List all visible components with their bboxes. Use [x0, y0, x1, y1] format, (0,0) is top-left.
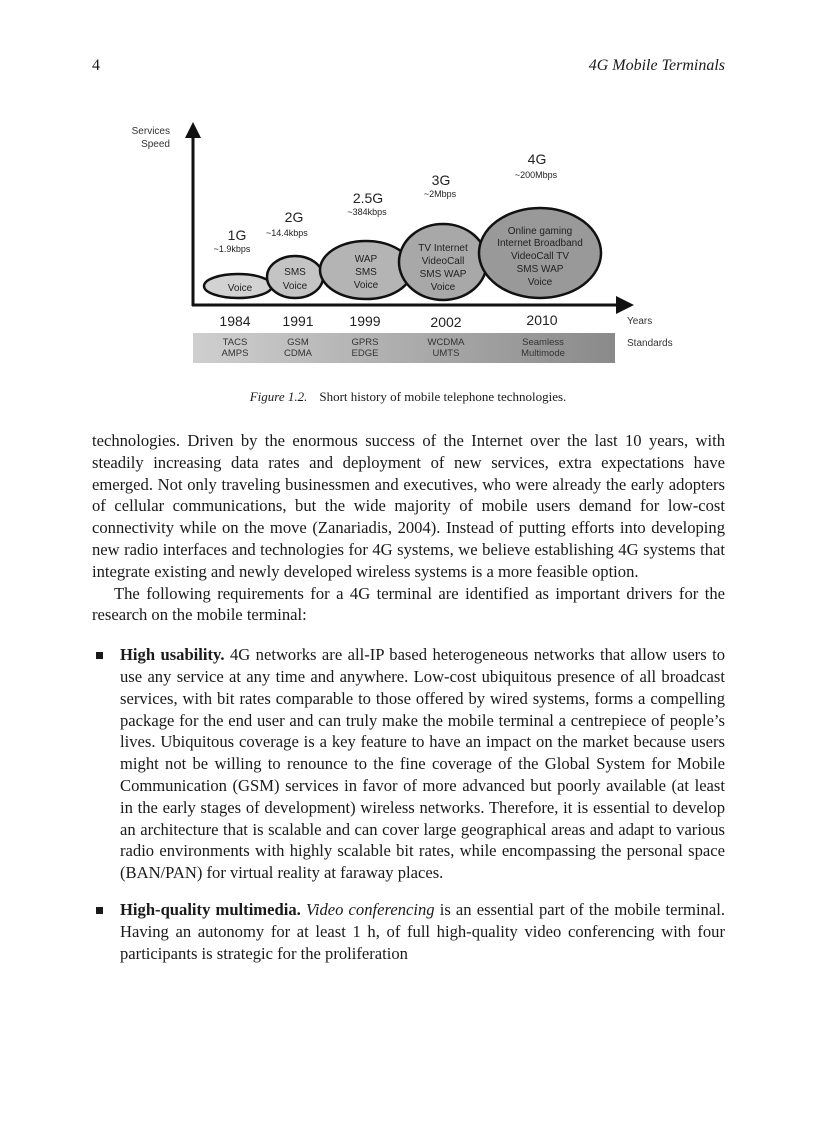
std-4g-1: Multimode: [521, 348, 565, 359]
std-3g-1: UMTS: [432, 348, 460, 359]
std-2g-0: GSM: [287, 337, 309, 348]
x-axis: [192, 296, 634, 314]
service-2_5g-2: Voice: [353, 280, 379, 291]
year-1984: 1984: [219, 313, 251, 329]
service-2_5g-0: WAP: [354, 254, 378, 265]
speed-1g: ~1.9kbps: [213, 244, 251, 254]
std-2g-1: CDMA: [284, 348, 312, 359]
y-axis-label: Services: [131, 126, 170, 137]
std-3g-0: WCDMA: [427, 337, 465, 348]
std-4g-0: Seamless: [522, 337, 564, 348]
body-text: [92, 430, 725, 979]
speed-2_5g: ~384kbps: [347, 207, 387, 217]
list-item-emphasis: Video conferencing: [305, 899, 435, 919]
std-1g-1: AMPS: [221, 348, 249, 359]
list-item-text: 4G networks are all-IP based heterogeneous networks that allow users to use any service at any time and anywhere. Low-cost ubiquitous presence of all broadcast services, with bit rates comparable to those offered by wired systems, forms a compelling package for the end user and can truly make the mobile terminal a centrepiece of people’s lives. Ubiquitous coverage is a key feature to have an impact on the market because users might not be willing to renounce to the fine coverage of the Global System for Mobile Communication (GSM) services in favor of more advanced but poorly available (at least in the early stages of development) wireless networks. Therefore, it is essential to develop an architecture that is scalable and can cover large geographical areas and adapt to various radio environments with highly scalable bit rates, while encompassing the personal space (BAN/PAN) for virtual reality at faraway places.: [120, 645, 725, 883]
service-4g-3: SMS WAP: [516, 264, 564, 275]
running-head: [92, 57, 725, 79]
year-1991: 1991: [282, 313, 314, 329]
list-item-title: High usability.: [120, 645, 225, 665]
service-4g-0: Online gaming: [507, 226, 573, 237]
gen-1g: 1G: [227, 227, 247, 243]
service-3g-0: TV Internet: [418, 243, 468, 254]
gen-3g: 3G: [431, 172, 451, 188]
year-1999: 1999: [349, 313, 381, 329]
speed-2g: ~14.4kbps: [266, 228, 308, 238]
list-item: [92, 899, 725, 964]
paragraph: The following requirements for a 4G terminal are identified as important drivers for the research on the mobile terminal:: [92, 583, 725, 625]
gen-4g: 4G: [527, 151, 547, 167]
speed-3g: ~2Mbps: [423, 189, 457, 199]
service-3g-2: SMS WAP: [419, 269, 467, 280]
service-2g-1: Voice: [282, 281, 308, 292]
list-item-text: is an essential part of the mobile terminal. Having an autonomy for at least 1 h, of full high-quality video conferencing with four participants is strategic for the proliferation: [120, 899, 725, 963]
page-number: 4: [92, 57, 100, 74]
year-labels: [219, 312, 557, 330]
requirements-list: [92, 644, 725, 964]
list-item-title: High-quality multimedia.: [120, 899, 301, 919]
service-3g-3: Voice: [430, 282, 456, 293]
figure-caption: [0, 389, 816, 405]
year-2002: 2002: [430, 314, 462, 330]
service-4g-4: Voice: [527, 277, 553, 288]
chapter-title: 4G Mobile Terminals: [588, 57, 725, 74]
bullet-square-icon: [96, 907, 103, 914]
y-axis-label-2: Speed: [141, 139, 170, 150]
caption-text: Short history of mobile telephone technologies.: [319, 389, 567, 404]
std-2_5g-1: EDGE: [351, 348, 379, 359]
standards-label: Standards: [627, 338, 673, 349]
gen-2_5g: 2.5G: [352, 190, 384, 206]
figure-mobile-history: [0, 110, 816, 410]
service-3g-1: VideoCall: [421, 256, 465, 267]
caption-label: Figure 1.2.: [249, 389, 308, 404]
std-1g-0: TACS: [222, 337, 248, 348]
paragraph: technologies. Driven by the enormous success of the Internet over the last 10 years, with steadily increasing data rates and deployment of new services, extra expectations have emerged. Not only traveling businessmen and executives, who were already the early adopters of cellular communications, but the wide majority of mobile users demand for low-cost connectivity while on the move (Zanariadis, 2004). Instead of putting efforts into developing new radio interfaces and technologies for 4G systems, we believe establishing 4G systems that integrate existing and newly developed wireless systems is a more feasible option.: [92, 431, 725, 581]
std-2_5g-0: GPRS: [351, 337, 379, 348]
service-4g-2: VideoCall TV: [511, 251, 569, 262]
list-item: [92, 644, 725, 884]
x-axis-label: Years: [627, 316, 653, 327]
gen-2g: 2G: [284, 209, 304, 225]
y-axis: [185, 122, 201, 306]
speed-4g: ~200Mbps: [514, 170, 558, 180]
year-2010: 2010: [526, 312, 558, 328]
bullet-square-icon: [96, 652, 103, 659]
service-1g-0: Voice: [227, 283, 253, 294]
service-2g-0: SMS: [284, 267, 306, 278]
service-2_5g-1: SMS: [355, 267, 377, 278]
service-4g-1: Internet Broadband: [497, 238, 583, 249]
